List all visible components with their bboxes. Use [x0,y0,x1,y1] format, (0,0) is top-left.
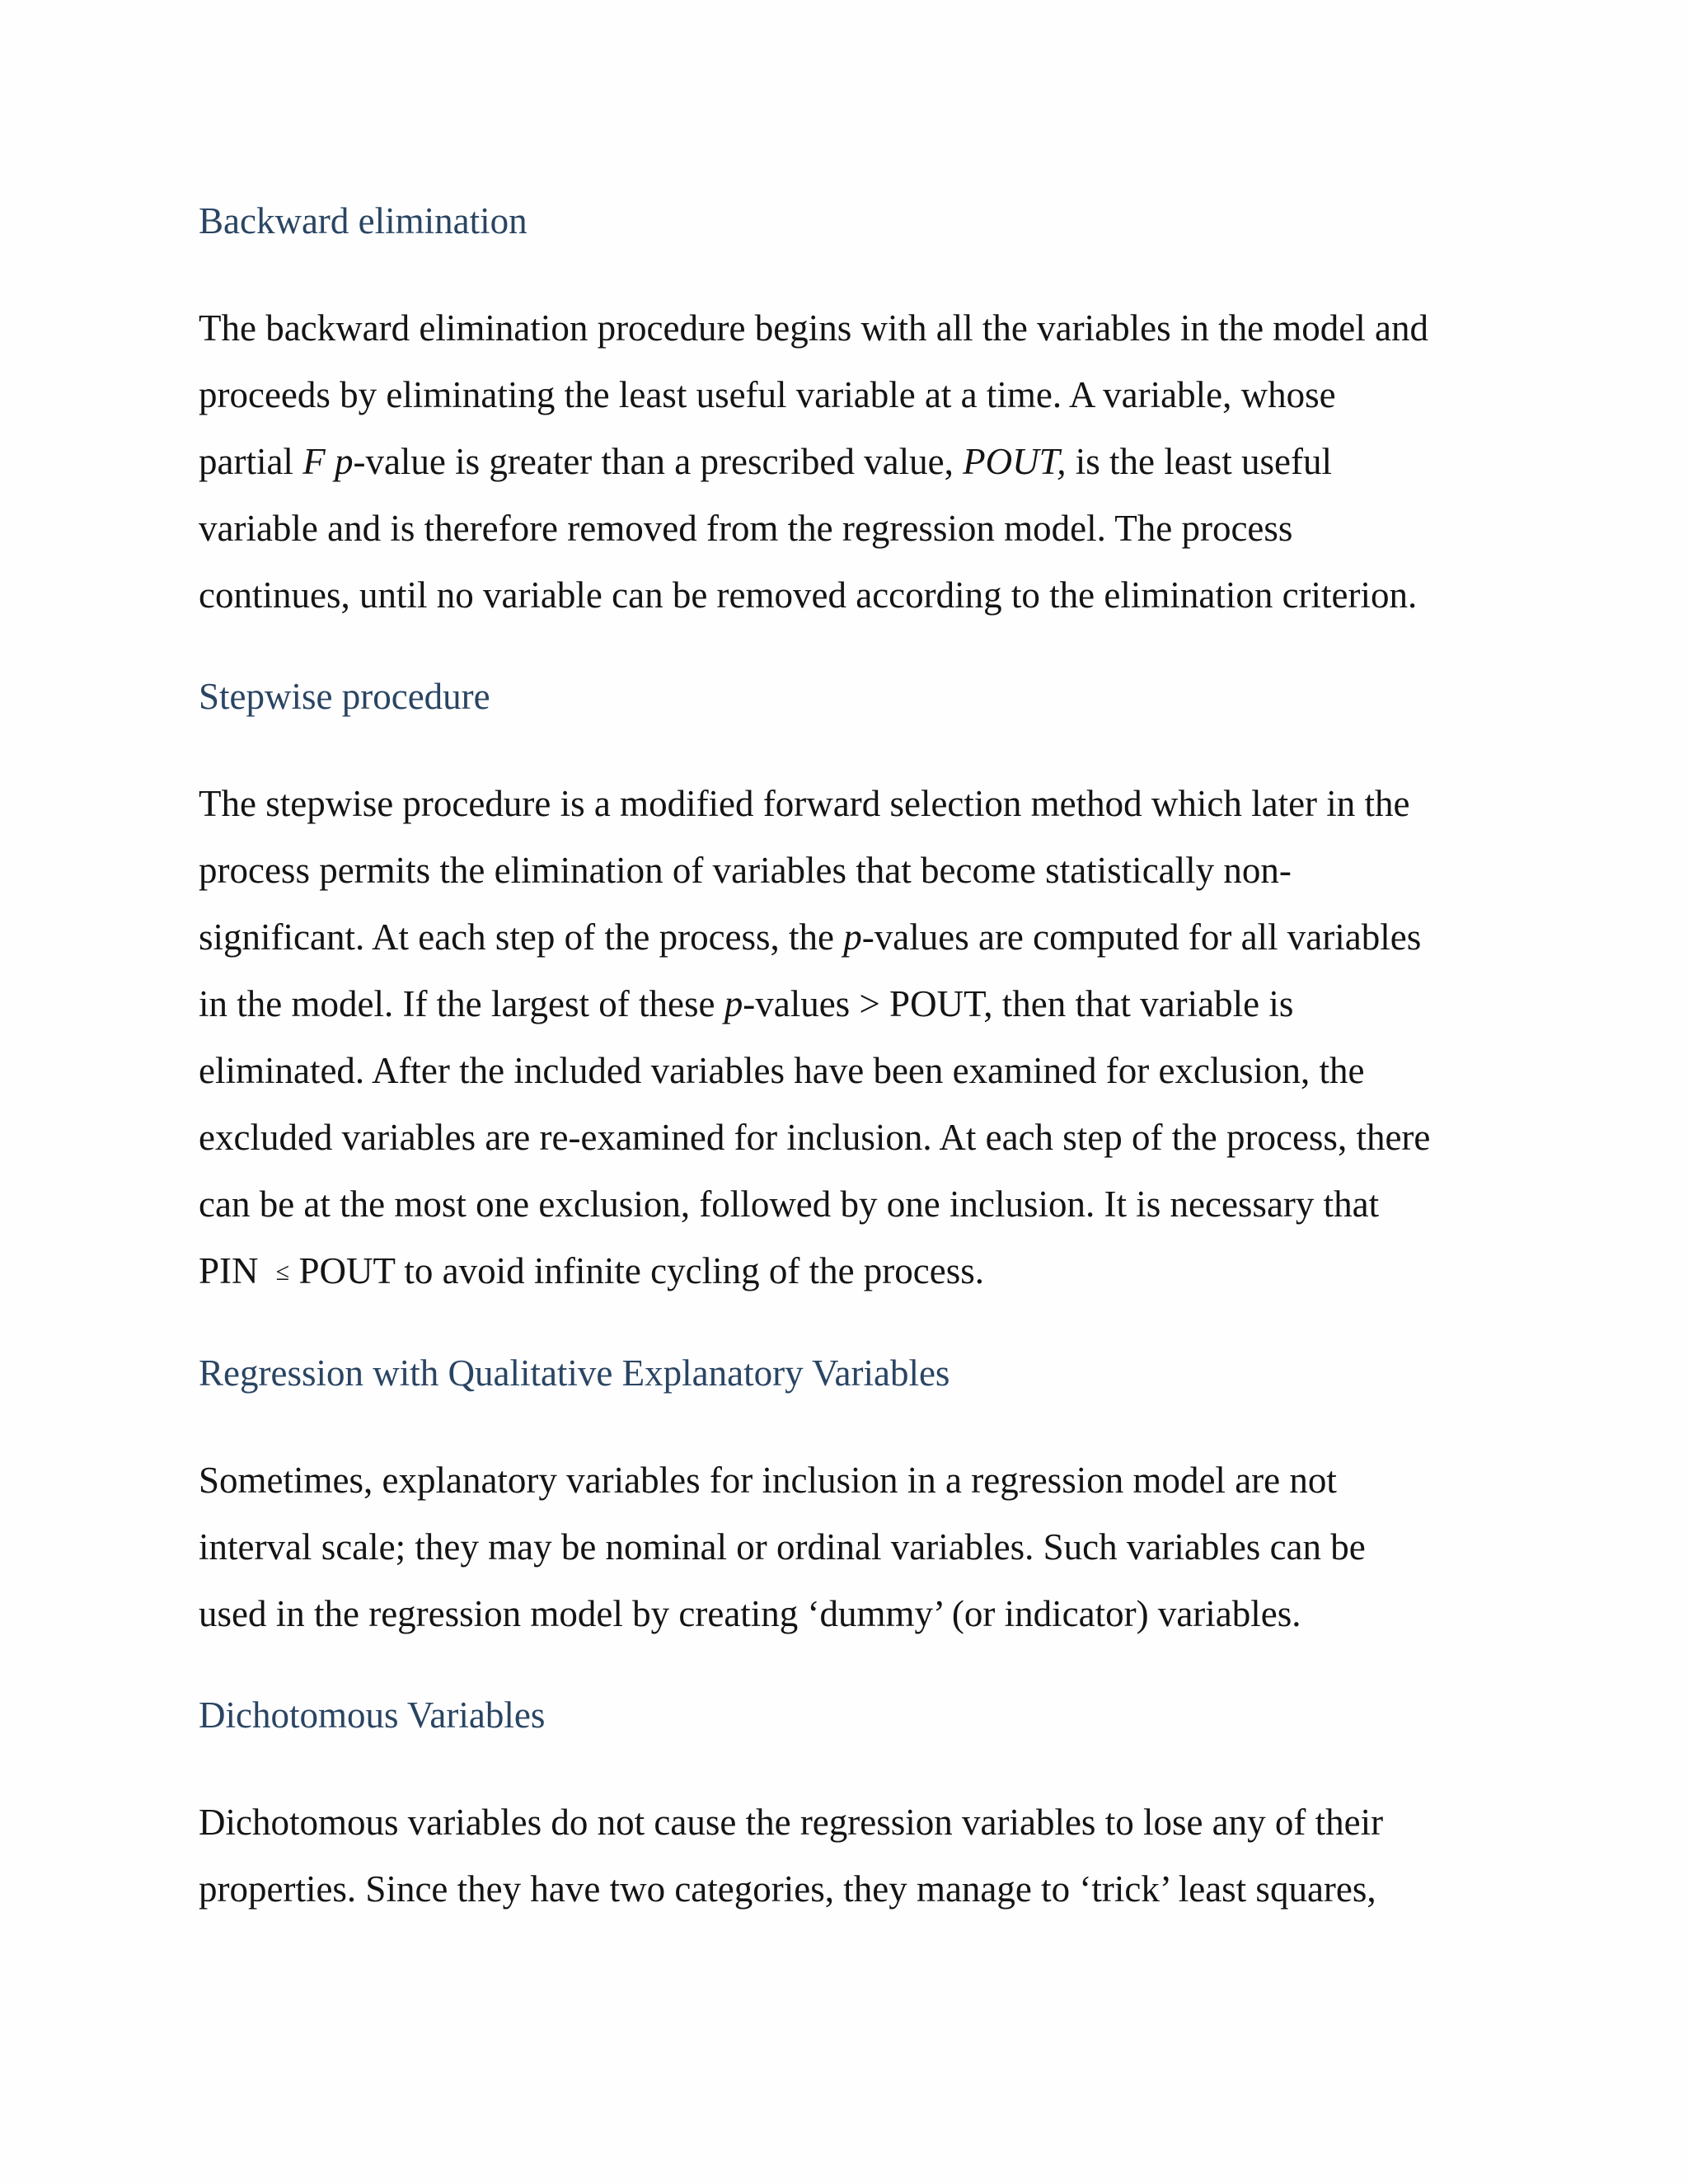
text-run: PIN [199,1250,268,1291]
document-content [199,191,1501,1961]
text-line [199,1238,1501,1305]
text-run: in the model. If the largest of these [199,983,724,1024]
text-line: used in the regression model by creating ‘dummy’ (or indicator) variables. [199,1593,1301,1634]
text-line [199,429,1501,495]
text-line [199,904,1501,971]
text-line: continues, until no variable can be removed according to the elimination criterion. [199,574,1418,616]
text-line: properties. Since they have two categories, they manage to ‘trick’ least squares, [199,1868,1376,1910]
text-line: excluded variables are re-examined for inclusion. At each step of the process, there [199,1117,1431,1158]
text-line: eliminated. After the included variables have been examined for exclusion, the [199,1050,1365,1091]
text-run: is the least useful [1066,441,1332,482]
text-run: significant. At each step of the process, the [199,916,844,958]
text-run: -values are computed for all variables [861,916,1422,958]
text-line: proceeds by eliminating the least useful variable at a time. A variable, whose [199,374,1336,415]
paragraph-qualitative-variables [199,1447,1501,1647]
paragraph-backward-elimination [199,295,1501,629]
section-heading-stepwise-procedure: Stepwise procedure [199,676,490,717]
section-heading-dichotomous-variables: Dichotomous Variables [199,1694,546,1736]
section-heading-qualitative-variables: Regression with Qualitative Explanatory Variables [199,1352,950,1394]
text-line: interval scale; they may be nominal or ordinal variables. Such variables can be [199,1526,1366,1568]
text-line: Sometimes, explanatory variables for inclusion in a regression model are not [199,1460,1337,1501]
section-heading-backward-elimination: Backward elimination [199,200,528,241]
italic-text: p [724,983,743,1024]
text-line: can be at the most one exclusion, followed by one inclusion. It is necessary that [199,1183,1380,1225]
text-run: -value is greater than a prescribed value, [353,441,964,482]
paragraph-stepwise-procedure [199,771,1501,1305]
text-run: partial [199,441,303,482]
italic-text: F [302,441,326,482]
text-run [326,441,335,482]
italic-text: POUT, [963,441,1067,482]
text-line [199,971,1501,1038]
paragraph-dichotomous-variables [199,1789,1501,1923]
italic-text: p [334,441,354,482]
text-line: process permits the elimination of variables that become statistically non- [199,850,1292,891]
less-or-equal-symbol: ≤ [275,1258,290,1286]
text-line: The backward elimination procedure begins with all the variables in the model and [199,307,1429,349]
text-line: Dichotomous variables do not cause the regression variables to lose any of their [199,1802,1384,1843]
text-run: POUT to avoid infinite cycling of the process. [289,1250,984,1291]
text-line: The stepwise procedure is a modified forward selection method which later in the [199,783,1410,824]
text-line: variable and is therefore removed from the regression model. The process [199,508,1293,549]
text-run: -values > POUT, then that variable is [743,983,1294,1024]
italic-text: p [843,916,862,958]
